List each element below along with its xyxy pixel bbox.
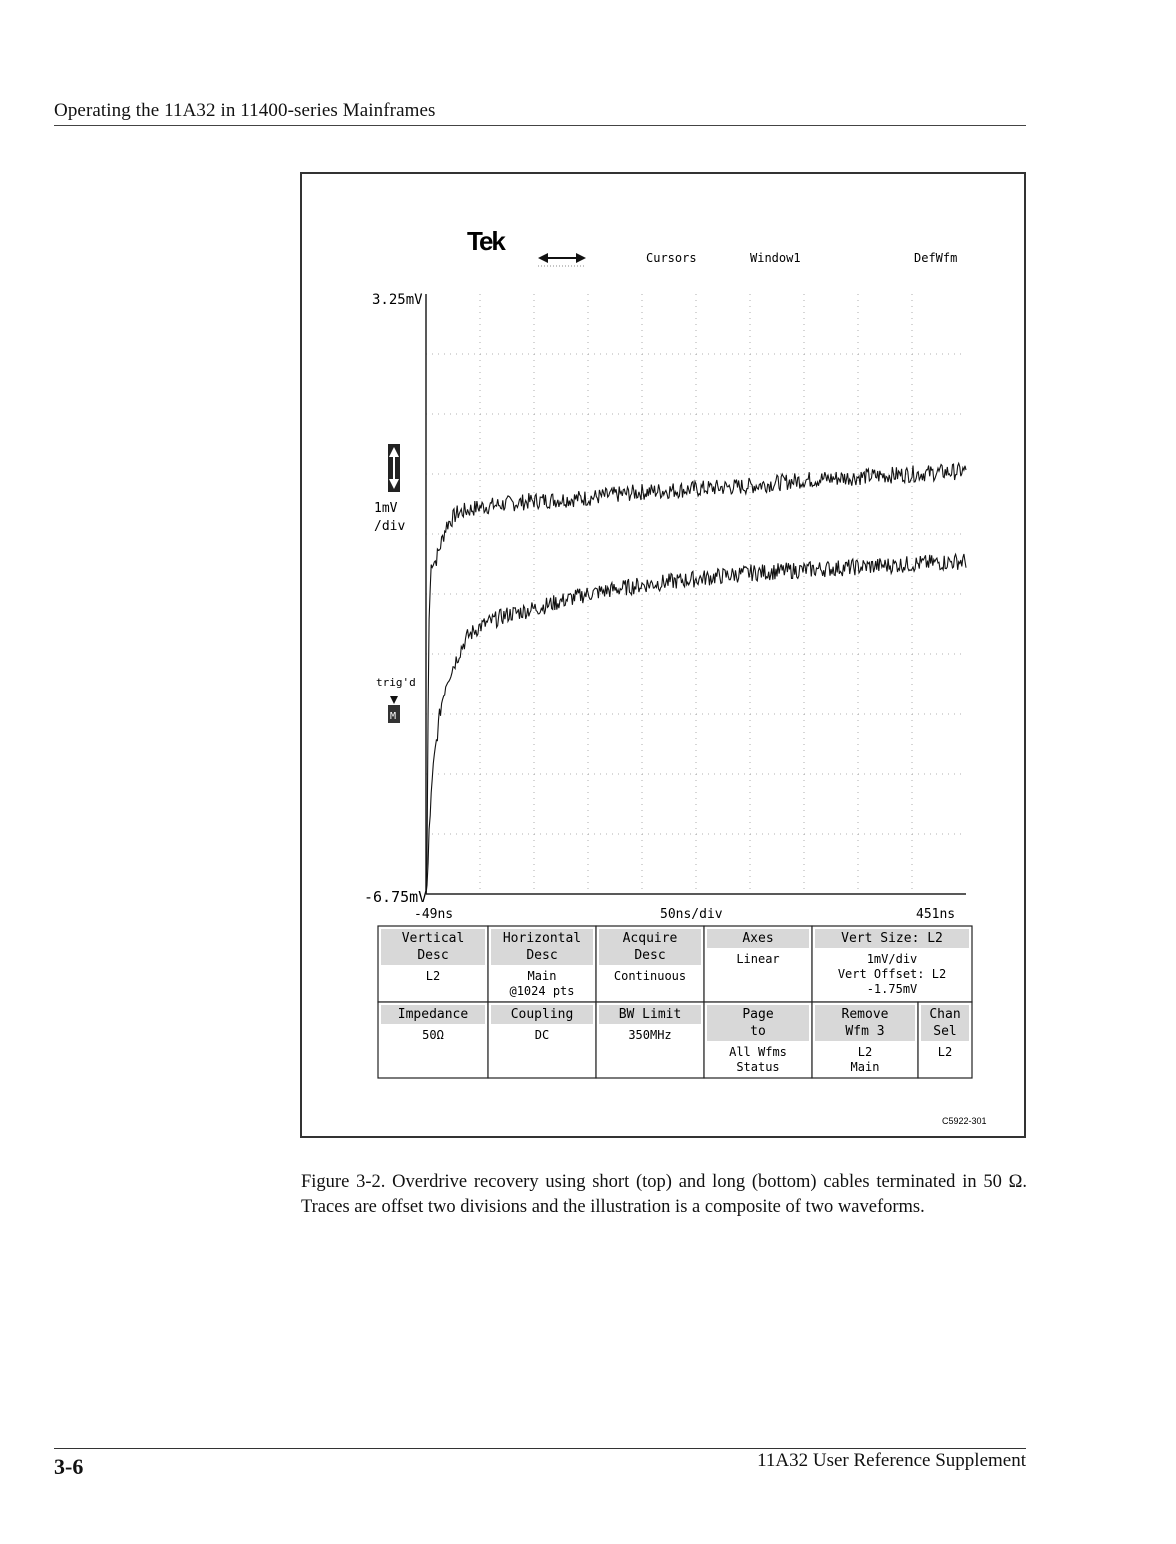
- menu-window[interactable]: Window1: [750, 251, 801, 265]
- menu-cell[interactable]: [596, 1002, 704, 1078]
- menu-cell-title: Axes: [742, 931, 774, 946]
- header-rule: [54, 125, 1026, 126]
- footer-rule: [54, 1448, 1026, 1449]
- menu-cell-value: Main: [527, 969, 557, 983]
- menu-cell[interactable]: [704, 1002, 812, 1078]
- x-center-label: 50ns/div: [660, 907, 723, 922]
- figure-caption: [301, 1170, 1027, 1220]
- menu-cell[interactable]: [704, 926, 812, 1002]
- menu-cell-title: to: [750, 1024, 766, 1039]
- menu-cell-value: Continuous: [613, 969, 687, 983]
- tek-logo: Tek: [467, 226, 504, 256]
- menu-cell-value: 350MHz: [628, 1028, 672, 1042]
- x-left-label: -49ns: [414, 907, 454, 922]
- menu-cell-title: Acquire: [622, 931, 678, 946]
- menu-cursors[interactable]: Cursors: [646, 251, 697, 265]
- menu-cell[interactable]: [378, 1002, 488, 1078]
- menu-cell-value: L2: [425, 969, 441, 983]
- menu-cell-value: All Wfms: [729, 1045, 787, 1059]
- vertical-adjust-icon: [388, 444, 400, 492]
- page-number: 3-6: [54, 1454, 84, 1479]
- trace-long-cable: [426, 554, 966, 894]
- menu-cell-title: Wfm 3: [845, 1024, 885, 1039]
- menu-table: [378, 926, 972, 1078]
- double-arrow-icon: [538, 253, 586, 266]
- figure-id: C5922-301: [942, 1116, 987, 1126]
- trigger-icon: [388, 696, 400, 723]
- vert-scale-unit: /div: [374, 519, 406, 534]
- running-foot: 11A32 User Reference Supplement: [757, 1450, 1026, 1471]
- menu-cell[interactable]: [812, 926, 972, 1002]
- menu-cell-value: Status: [736, 1060, 780, 1074]
- menu-cell[interactable]: [812, 1002, 918, 1078]
- menu-cell-title: Desc: [417, 948, 449, 963]
- menu-cell-value: Vert Offset: L2: [837, 967, 947, 981]
- menu-cell-title: Vertical: [401, 931, 465, 946]
- graticule: [426, 294, 966, 894]
- menu-cell-value: DC: [534, 1028, 550, 1042]
- menu-cell-value: L2: [937, 1045, 953, 1059]
- menu-cell-value: L2: [857, 1045, 873, 1059]
- menu-cell-title: Desc: [526, 948, 558, 963]
- menu-cell-value: @1024 pts: [509, 984, 575, 998]
- caption-label: Figure 3-2.: [301, 1172, 386, 1192]
- menu-defwfm[interactable]: DefWfm: [914, 251, 958, 265]
- menu-cell[interactable]: [918, 1002, 972, 1078]
- menu-cell-value: -1.75mV: [866, 982, 918, 996]
- menu-cell[interactable]: [378, 926, 488, 1002]
- menu-cell[interactable]: [488, 1002, 596, 1078]
- x-right-label: 451ns: [916, 907, 956, 922]
- menu-cell[interactable]: [596, 926, 704, 1002]
- menu-cell-title: Coupling: [510, 1007, 574, 1022]
- menu-cell-title: Impedance: [397, 1007, 469, 1022]
- menu-cell-title: Horizontal: [502, 931, 582, 946]
- menu-cell-title: Chan: [929, 1007, 961, 1022]
- menu-cell-title: BW Limit: [618, 1007, 682, 1022]
- vert-scale-value: 1mV: [374, 501, 398, 516]
- menu-cell-value: 50Ω: [422, 1028, 444, 1042]
- menu-cell-title: Page: [742, 1007, 774, 1022]
- menu-cell-title: Desc: [634, 948, 666, 963]
- svg-text:M: M: [390, 711, 397, 722]
- trig-label: trig'd: [376, 676, 416, 689]
- menu-cell-value: Linear: [736, 952, 780, 966]
- oscilloscope-display: [302, 174, 1024, 1136]
- figure-frame: [300, 172, 1026, 1138]
- menu-cell-value: 1mV/div: [866, 952, 918, 966]
- menu-cell-title: Remove: [841, 1007, 889, 1022]
- menu-cell-title: Sel: [933, 1024, 957, 1039]
- menu-cell-title: Vert Size: L2: [841, 931, 943, 946]
- running-head: Operating the 11A32 in 11400-series Mainframes: [54, 100, 436, 121]
- caption-text: Overdrive recovery using short (top) and long (bottom) cables terminated in 50 Ω. Traces are offset two divisions and the illustration is a composite of two waveforms.: [301, 1172, 1027, 1217]
- y-top-label: 3.25mV: [372, 292, 423, 308]
- menu-cell[interactable]: [488, 926, 596, 1002]
- menu-cell-value: Main: [850, 1060, 880, 1074]
- y-bottom-label: -6.75mV: [364, 888, 428, 906]
